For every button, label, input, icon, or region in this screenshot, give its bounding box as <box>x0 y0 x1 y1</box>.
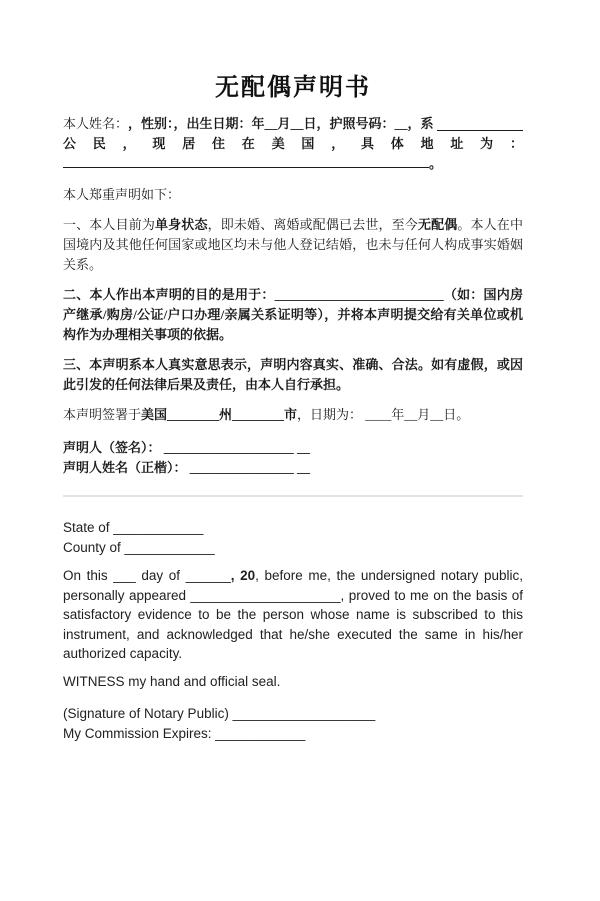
section-divider <box>63 495 523 497</box>
citizenship-blank-line <box>437 130 523 131</box>
keyword-no-spouse: 无配偶 <box>417 217 458 232</box>
declarant-signature-block <box>63 438 523 478</box>
signing-prefix: 本声明签署于 <box>63 407 142 422</box>
notary-section <box>63 518 523 743</box>
keyword-single-status: 单身状态 <box>155 217 208 232</box>
witness-line: WITNESS my hand and official seal. <box>63 673 281 689</box>
statement-1-suffix: 。本人在中国境内及其他任何国家或地区均未与他人登记结婚，也未与任何人构成事实婚姻关系。 <box>63 217 523 272</box>
intro-name-label: 本人姓名： <box>63 116 129 131</box>
notary-year-bold: , 20 <box>230 568 256 583</box>
intro-line-3 <box>63 154 523 174</box>
declarant-name-line: 声明人姓名（正楷）： ________________ __ <box>63 460 311 475</box>
declarant-signature-line: 声明人（签名）： ____________________ __ <box>63 440 311 455</box>
address-blank-line <box>63 154 429 168</box>
notary-county-line: County of ____________ <box>63 539 215 555</box>
intro-line-2: 公民，现居住在美国，具体地址为： <box>63 136 523 151</box>
notary-signature-line: (Signature of Notary Public) ___________________ <box>63 706 376 721</box>
intro-line-1 <box>63 114 523 134</box>
statement-1-mid: ，即未婚、离婚或配偶已去世，至今 <box>207 217 418 232</box>
statement-2: 二、本人作出本声明的目的是用于：__________________________（如：国内房产继承/购房/公证/户口办理/亲属关系证明等），并将本声明提交给有关单位或机构作为办理相关事项的依据。 <box>63 287 523 342</box>
statement-1-prefix: 一、本人目前为 <box>63 217 156 232</box>
intro-fields-text: ，性别：，出生日期：年__月__日，护照号码：__，系 <box>128 116 434 131</box>
notary-body-prefix: On this ___ day of ______ <box>63 568 231 583</box>
address-line-end: 。 <box>429 156 443 171</box>
document-title: 无配偶声明书 <box>215 75 371 101</box>
commission-expires-line: My Commission Expires: ____________ <box>63 725 306 741</box>
signing-location-blank: 美国________州________市 <box>141 407 298 422</box>
declaration-lead: 本人郑重声明如下： <box>63 187 181 202</box>
statement-3: 三、本声明系本人真实意思表示，声明内容真实、准确、合法。如有虚假，或因此引发的任何法律后果及责任，由本人自行承担。 <box>63 357 523 392</box>
notary-acknowledgment <box>63 566 523 664</box>
intro-paragraph <box>63 114 523 174</box>
notary-state-line: State of ____________ <box>63 520 204 535</box>
signing-line <box>63 405 523 425</box>
notary-body-suffix: , before me, the undersigned notary public, personally appeared ____________________, proved to me on the basis of satisfactory evidence to be the person whose name is subscribed to this instrument, and acknowledged that he/she executed the same in his/her authorized capacity. <box>63 568 523 661</box>
signing-date-blank: ，日期为： ____年__月__日。 <box>297 407 470 422</box>
statement-1 <box>63 215 523 275</box>
